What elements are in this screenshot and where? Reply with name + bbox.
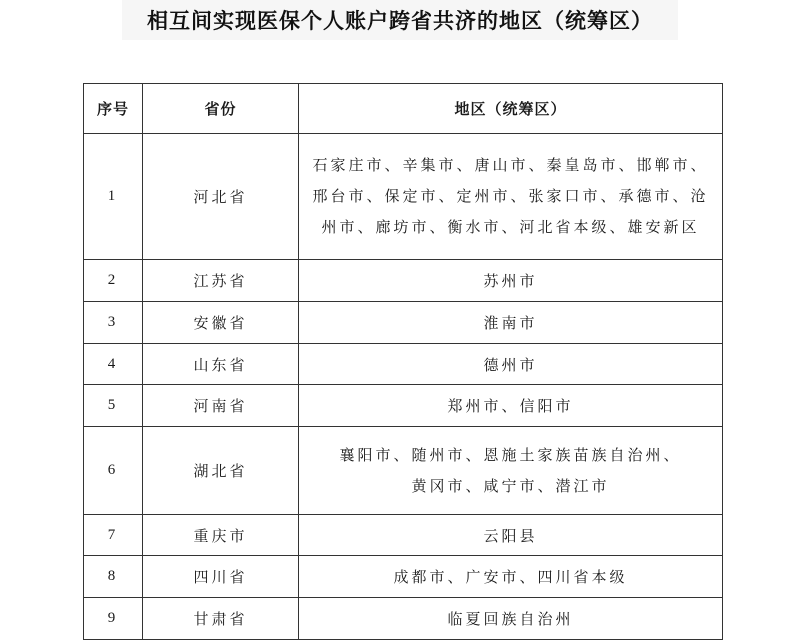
header-province: 省份 [143,84,299,134]
row-province: 四川省 [143,556,299,598]
row-regions [299,427,723,515]
row-seq: 6 [84,427,143,515]
table-row [84,515,723,556]
row-seq: 8 [84,556,143,598]
region-line: 石家庄市、辛集市、唐山市、秦皇岛市、邯郸市、 [312,156,709,174]
row-seq: 5 [84,385,143,427]
row-seq: 2 [84,260,143,302]
table-header-row [84,84,723,134]
table-row [84,385,723,427]
row-regions: 云阳县 [299,515,723,556]
row-seq: 9 [84,598,143,640]
table-row [84,344,723,385]
row-province: 重庆市 [143,515,299,556]
table-row [84,556,723,598]
region-line: 州市、廊坊市、衡水市、河北省本级、雄安新区 [321,218,700,236]
table-row [84,260,723,302]
row-regions: 德州市 [299,344,723,385]
row-seq: 3 [84,302,143,344]
row-regions: 苏州市 [299,260,723,302]
row-province: 安徽省 [143,302,299,344]
row-regions [299,134,723,260]
row-seq: 7 [84,515,143,556]
row-province: 甘肃省 [143,598,299,640]
region-table [83,83,723,640]
row-regions: 郑州市、信阳市 [299,385,723,427]
row-regions: 成都市、广安市、四川省本级 [299,556,723,598]
table-row [84,427,723,515]
header-region: 地区（统筹区） [299,84,723,134]
row-regions: 临夏回族自治州 [299,598,723,640]
page-title: 相互间实现医保个人账户跨省共济的地区（统筹区） [147,9,653,33]
table-row [84,134,723,260]
row-seq: 4 [84,344,143,385]
table-row [84,598,723,640]
row-province: 河北省 [143,134,299,260]
row-regions: 淮南市 [299,302,723,344]
row-province: 湖北省 [143,427,299,515]
region-line: 邢台市、保定市、定州市、张家口市、承德市、沧 [312,187,709,205]
region-line: 黄冈市、咸宁市、潜江市 [411,476,610,495]
row-province: 河南省 [143,385,299,427]
table-row [84,302,723,344]
region-line: 襄阳市、随州市、恩施土家族苗族自治州、 [339,445,682,464]
row-seq: 1 [84,134,143,260]
row-province: 山东省 [143,344,299,385]
header-seq: 序号 [84,84,143,134]
row-province: 江苏省 [143,260,299,302]
